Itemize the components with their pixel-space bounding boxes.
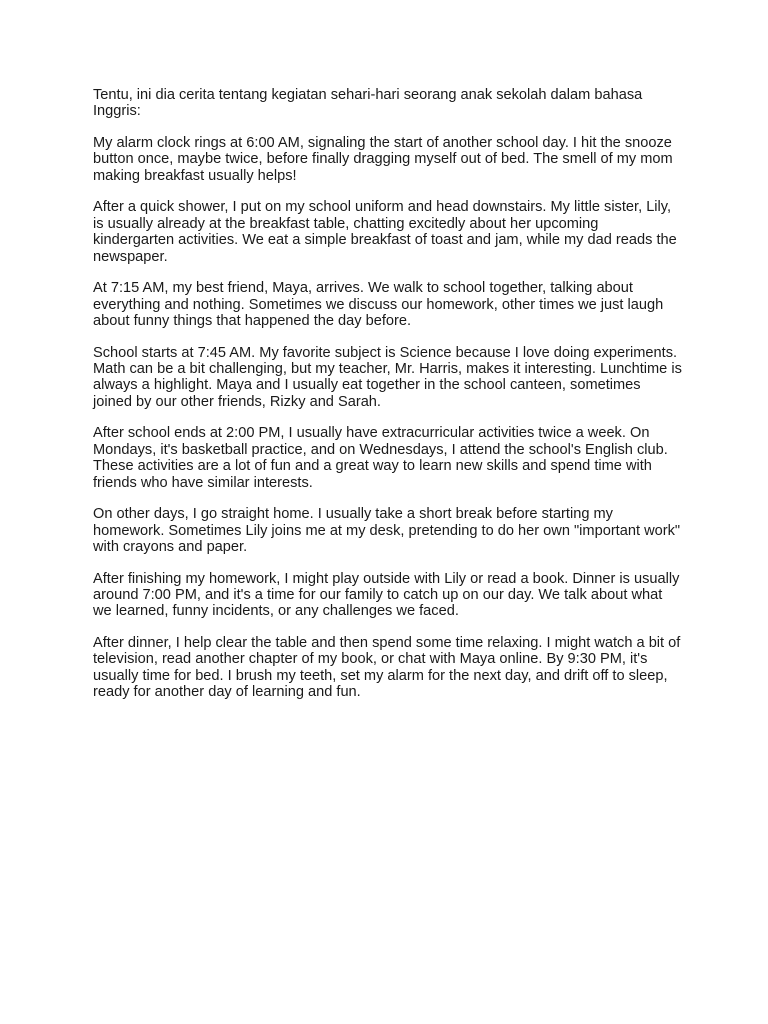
paragraph-homework: On other days, I go straight home. I usually take a short break before starting my homework. Sometimes Lily joins me at my desk, pretending to do her own "important work" with crayons and paper. (93, 506, 681, 556)
paragraph-school-day: School starts at 7:45 AM. My favorite subject is Science because I love doing experiments. Math can be a bit challenging, but my teacher, Mr. Harris, makes it interesting. Lunchtime is always a highlight. Maya and I usually eat together in the school canteen, sometimes joined by our other friends, Rizky and Sarah. (93, 344, 682, 410)
paragraph-extracurricular: After school ends at 2:00 PM, I usually have extracurricular activities twice a week. On Mondays, it's basketball practice, and on Wednesdays, I attend the school's English club. These activities are a lot of fun and a great way to learn new skills and spend time with friends who have similar interests. (93, 425, 668, 491)
intro-paragraph: Tentu, ini dia cerita tentang kegiatan sehari-hari seorang anak sekolah dalam bahasa Inggris: (93, 87, 643, 120)
document-body (93, 87, 683, 716)
paragraph-alarm: My alarm clock rings at 6:00 AM, signaling the start of another school day. I hit the snooze button once, maybe twice, before finally dragging myself out of bed. The smell of my mom making breakfast usually helps! (93, 135, 673, 184)
paragraph-bedtime: After dinner, I help clear the table and then spend some time relaxing. I might watch a bit of television, read another chapter of my book, or chat with Maya online. By 9:30 PM, it's usually time for bed. I brush my teeth, set my alarm for the next day, and drift off to sleep, ready for another day of learning and fun. (93, 635, 681, 701)
paragraph-walk-to-school: At 7:15 AM, my best friend, Maya, arrives. We walk to school together, talking about everything and nothing. Sometimes we discuss our homework, other times we just laugh about funny things that happened the day before. (93, 280, 664, 330)
paragraph-dinner: After finishing my homework, I might play outside with Lily or read a book. Dinner is usually around 7:00 PM, and it's a time for our family to catch up on our day. We talk about what we learned, funny incidents, or any challenges we faced. (93, 570, 680, 620)
paragraph-breakfast: After a quick shower, I put on my school uniform and head downstairs. My little sister, Lily, is usually already at the breakfast table, chatting excitedly about her upcoming kindergarten activities. We eat a simple breakfast of toast and jam, while my dad reads the newspaper. (93, 199, 677, 265)
